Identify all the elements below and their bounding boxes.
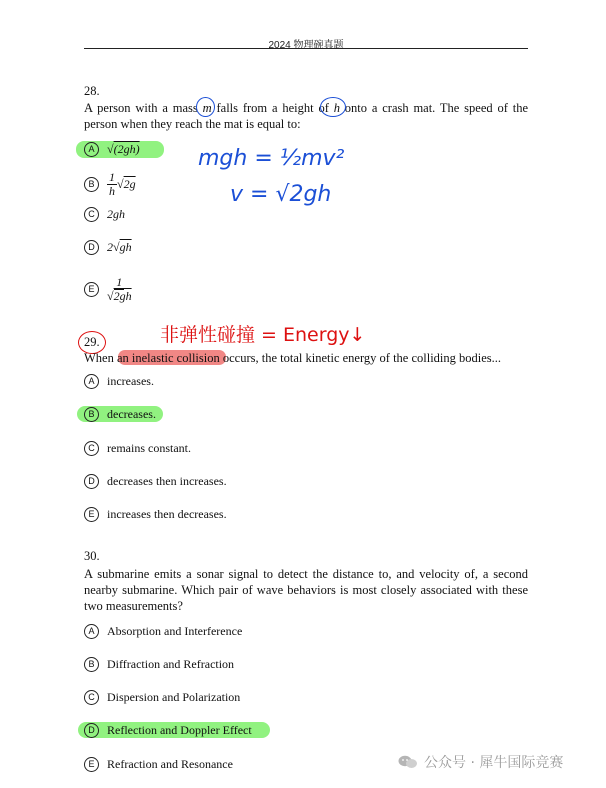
q29-option-c[interactable] <box>84 439 191 457</box>
option-radicand: 2g <box>123 176 136 191</box>
option-radicand: (2gh) <box>113 141 140 156</box>
q28-option-d[interactable] <box>84 238 132 256</box>
circle-annotation-m <box>196 97 215 117</box>
wechat-watermark <box>398 752 563 772</box>
option-letter: D <box>84 474 99 489</box>
q29-text <box>84 350 528 366</box>
option-letter: E <box>84 507 99 522</box>
option-text: Absorption and Interference <box>107 623 243 638</box>
option-coefficient: 2 <box>107 239 113 254</box>
q29-text-b: occurs, the total kinetic energy of the colliding bodies... <box>219 351 502 365</box>
option-letter: D <box>84 723 99 738</box>
fraction-numerator: 1 <box>109 169 115 184</box>
option-text: Refraction and Resonance <box>107 756 233 771</box>
q28-var-h: h <box>333 101 340 115</box>
option-letter: B <box>84 177 99 192</box>
option-text: √(2gh) <box>107 141 140 156</box>
handwritten-energy-equation: mgh = ½mv² <box>198 146 345 171</box>
option-text: increases. <box>107 373 154 388</box>
option-letter: B <box>84 657 99 672</box>
q30-option-c[interactable] <box>84 688 240 706</box>
option-letter: E <box>84 757 99 772</box>
option-text: Diffraction and Refraction <box>107 656 235 671</box>
option-text: 2gh <box>107 206 125 221</box>
q28-number: 28. <box>84 84 100 98</box>
option-letter: C <box>84 207 99 222</box>
wechat-icon <box>398 755 418 769</box>
q29-number: 29. <box>84 335 100 349</box>
option-fraction <box>107 171 117 198</box>
q29-option-e[interactable] <box>84 505 227 523</box>
fraction-denominator: √ 2gh <box>107 288 132 303</box>
q28-text-a: A person with a mass <box>84 101 203 115</box>
option-text: increases then decreases. <box>107 506 227 521</box>
q29-option-d[interactable] <box>84 472 227 490</box>
option-letter: C <box>84 690 99 705</box>
page-header: 2024 物理碗真题 <box>268 40 344 51</box>
q30-option-d[interactable] <box>84 721 252 739</box>
q28-text-c: onto a crash mat. The speed of the person when they reach the mat is equal to: <box>84 101 529 131</box>
fraction-denominator: h <box>109 183 115 198</box>
option-fraction <box>107 276 132 303</box>
q28-text <box>84 100 528 132</box>
option-radicand: gh <box>119 239 132 254</box>
q29-option-a[interactable] <box>84 372 154 390</box>
option-letter: A <box>84 374 99 389</box>
q28-option-e[interactable] <box>84 271 132 307</box>
option-radicand: 2gh <box>113 288 132 303</box>
header-rule <box>84 48 528 49</box>
q30-option-b[interactable] <box>84 655 234 673</box>
option-letter: C <box>84 441 99 456</box>
q30-number: 30. <box>84 549 100 563</box>
q30-option-e[interactable] <box>84 755 233 773</box>
option-text: 2√gh <box>107 239 132 254</box>
q28-text-b: falls from a height of <box>211 101 334 115</box>
option-letter: D <box>84 240 99 255</box>
q30-text: A submarine emits a sonar signal to detect the distance to, and velocity of, a second nearby submarine. Which pair of wave behaviors is most closely associated with these two measurements? <box>84 567 528 613</box>
q29-text-a: When an <box>84 351 132 365</box>
option-letter: A <box>84 142 99 157</box>
q29-option-b[interactable] <box>84 405 156 423</box>
handwritten-speed-equation: v = √2gh <box>230 182 332 207</box>
q28-var-m: m <box>202 101 212 115</box>
q28-option-a[interactable] <box>84 140 140 158</box>
option-text: decreases. <box>107 406 156 421</box>
watermark-text: 公众号 · 犀牛国际竞赛 <box>424 755 564 771</box>
option-text: Reflection and Doppler Effect <box>107 722 252 737</box>
q29-text-highlight: inelastic collision <box>131 351 220 365</box>
circle-annotation-h <box>320 97 346 117</box>
q28-option-b[interactable] <box>84 170 136 198</box>
fraction-numerator: 1 <box>116 274 123 289</box>
handwritten-red-note: 非弹性碰撞 = Energy↓ <box>160 324 366 346</box>
option-text: √2g <box>117 176 136 191</box>
q28-option-c[interactable] <box>84 205 125 223</box>
option-letter: E <box>84 282 99 297</box>
option-text: Dispersion and Polarization <box>107 689 241 704</box>
option-letter: A <box>84 624 99 639</box>
option-letter: B <box>84 407 99 422</box>
q30-option-a[interactable] <box>84 622 242 640</box>
option-text: remains constant. <box>107 440 191 455</box>
option-text: decreases then increases. <box>107 473 227 488</box>
